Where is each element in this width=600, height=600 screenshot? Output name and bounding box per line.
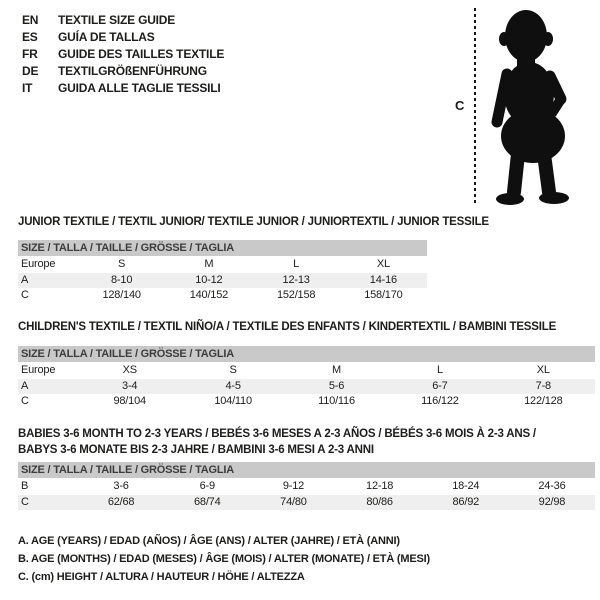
junior-size-table [18, 214, 489, 303]
table-cell: S [118, 258, 126, 270]
table-cell: 110/116 [318, 395, 355, 407]
language-row [22, 80, 224, 97]
table-cell: XS [122, 364, 137, 376]
height-c-label: C [455, 98, 465, 113]
table-row [18, 288, 427, 303]
table-cell: XL [376, 258, 390, 270]
language-code: ES [22, 30, 38, 44]
table-cell: 9-12 [282, 480, 305, 492]
table-cell: 68/74 [193, 496, 221, 508]
table-row [18, 394, 595, 409]
table-cell: 62/68 [107, 496, 135, 508]
language-title: GUÍA DE TALLAS [58, 30, 155, 44]
table-cell: 128/140 [102, 289, 141, 301]
row-label: A [21, 274, 29, 286]
table-row [18, 379, 595, 394]
language-code: DE [22, 64, 39, 78]
table-cell: XL [536, 364, 550, 376]
language-row [22, 63, 224, 80]
table-cell: 80/86 [366, 496, 393, 508]
language-row [22, 12, 224, 29]
table-cell: 6-9 [199, 480, 215, 492]
table-cell: L [293, 258, 300, 270]
table-cell: M [332, 364, 341, 376]
table-cell: 18-24 [452, 480, 480, 492]
table-title: JUNIOR TEXTILE / TEXTIL JUNIOR/ TEXTILE JUNIOR / JUNIORTEXTIL / JUNIOR TESSILE [18, 216, 489, 228]
table-cell: L [436, 364, 443, 376]
height-figure [440, 0, 600, 212]
language-title: GUIDA ALLE TAGLIE TESSILI [58, 81, 221, 95]
height-dashed-line [474, 8, 476, 206]
table-cell: 3-4 [122, 380, 138, 392]
toddler-silhouette-icon [488, 6, 580, 208]
table-cell: 8-10 [111, 274, 133, 286]
table-cell: M [204, 258, 214, 270]
table-cell: 12-13 [282, 274, 310, 286]
language-code: FR [22, 47, 38, 61]
language-list [22, 12, 224, 97]
row-label: C [21, 496, 29, 508]
language-title: TEXTILGRÖßENFÜHRUNG [58, 64, 207, 78]
table-title: CHILDREN'S TEXTILE / TEXTIL NIÑO/A / TEXTILE DES ENFANTS / KINDERTEXTIL / BAMBINI TESSILE [18, 321, 557, 333]
language-row [22, 29, 224, 46]
table-title: BABIES 3-6 MONTH TO 2-3 YEARS / BEBÉS 3-6 MESES A 2-3 AÑOS / BÉBÉS 3-6 MOIS À 2-3 ANS / [18, 428, 536, 440]
table-row [18, 256, 427, 273]
table-cell: 4-5 [225, 380, 241, 392]
table-cell: 104/110 [214, 395, 252, 407]
language-row [22, 46, 224, 63]
size-header-bar: SIZE / TALLA / TAILLE / GRÖSSE / TAGLIA [18, 240, 427, 256]
language-title: TEXTILE SIZE GUIDE [58, 13, 176, 27]
table-cell: 5-6 [328, 380, 345, 392]
table-cell: 140/152 [189, 289, 229, 301]
row-label: B [21, 480, 29, 492]
table-cell: 98/104 [113, 395, 146, 407]
language-code: EN [22, 13, 39, 27]
table-cell: 158/170 [364, 289, 403, 301]
babies-size-table [18, 426, 595, 510]
table-cell: 122/128 [524, 395, 563, 407]
children-size-table [18, 319, 595, 409]
table-cell: 3-6 [113, 480, 129, 492]
table-cell: 12-18 [366, 480, 394, 492]
table-cell: S [229, 364, 237, 376]
table-title: BABYS 3-6 MONATE BIS 2-3 JAHRE / BAMBINI 3-6 MESI A 2-3 ANNI [18, 444, 374, 456]
table-cell: 116/122 [421, 395, 459, 407]
table-row [18, 495, 595, 510]
size-header-bar: SIZE / TALLA / TAILLE / GRÖSSE / TAGLIA [18, 346, 595, 362]
row-label: C [21, 289, 29, 301]
row-label: A [21, 380, 29, 392]
table-cell: 6-7 [432, 380, 448, 392]
table-cell: 7-8 [535, 380, 551, 392]
table-cell: 86/92 [452, 496, 480, 508]
language-code: IT [22, 81, 33, 95]
table-cell: 24-36 [538, 480, 566, 492]
table-row [18, 273, 427, 288]
footnotes [18, 532, 430, 586]
footnote-line: A. AGE (YEARS) / EDAD (AÑOS) / ÂGE (ANS) / ALTER (JAHRE) / ETÀ (ANNI) [18, 535, 400, 547]
row-label: Europe [21, 364, 56, 376]
table-row [18, 362, 595, 379]
language-title: GUIDE DES TAILLES TEXTILE [58, 47, 225, 61]
row-label: Europe [21, 258, 56, 270]
footnote-line: C. (cm) HEIGHT / ALTURA / HAUTEUR / HÖHE / ALTEZZA [18, 571, 305, 583]
table-cell: 152/158 [276, 289, 316, 301]
size-header-bar: SIZE / TALLA / TAILLE / GRÖSSE / TAGLIA [18, 462, 595, 478]
table-cell: 92/98 [538, 496, 566, 508]
table-cell: 14-16 [369, 274, 397, 286]
table-cell: 74/80 [280, 496, 307, 508]
table-cell: 10-12 [195, 274, 223, 286]
footnote-line: B. AGE (MONTHS) / EDAD (MESES) / ÂGE (MOIS) / ALTER (MONATE) / ETÀ (MESI) [18, 553, 430, 565]
table-row [18, 478, 595, 495]
row-label: C [21, 395, 29, 407]
